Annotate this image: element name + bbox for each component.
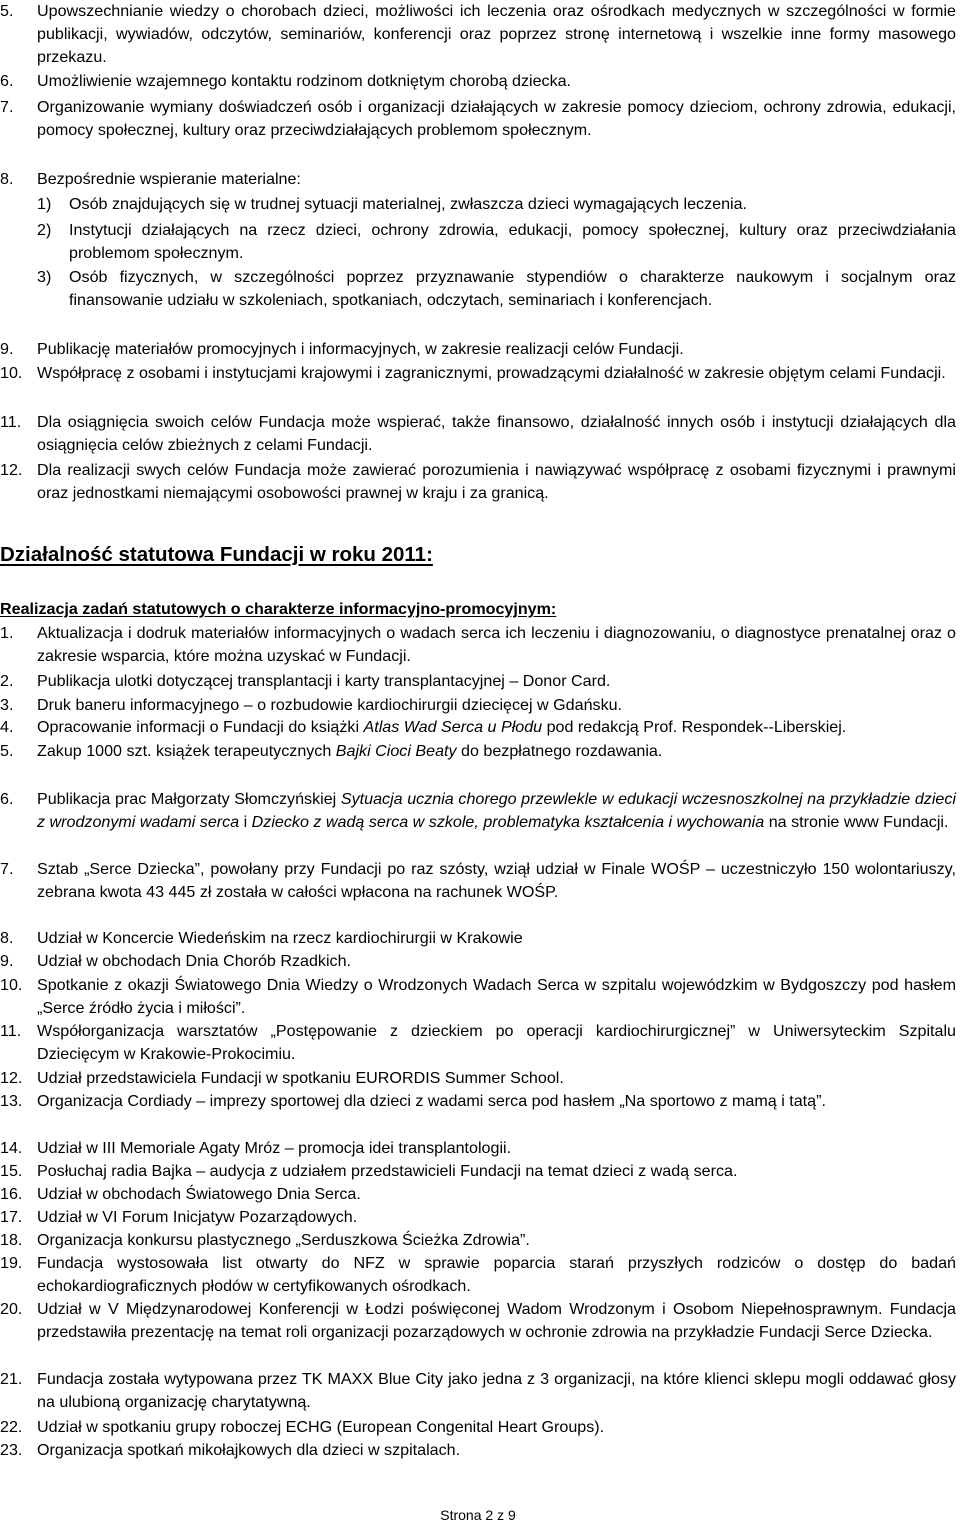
activity-number: 3. [0,696,14,714]
activity-text-part: pod redakcją Prof. Respondek--Liberskiej. [542,718,847,736]
activity-text-part: Fundacja została wytypowana przez TK MAXX Blue City jako jedna z 3 organizacji, na które klienci sklepu mogli oddawać głosy na ulubioną organizację charytatywną. [37,1370,956,1412]
activity-number: 10. [0,976,23,994]
activity-item [0,1067,956,1090]
activity-text [37,950,956,973]
activity-item [0,1160,956,1183]
activity-item [0,950,956,973]
activity-number: 23. [0,1441,23,1459]
activity-text [37,1252,956,1298]
sub-list-item [37,219,956,265]
list-number: 9. [0,340,14,358]
section-heading: Działalność statutowa Fundacji w roku 2011: [0,543,433,566]
activity-item [0,974,956,1020]
activity-text-part: Organizacja spotkań mikołajkowych dla dzieci w szpitalach. [37,1441,461,1459]
page-footer: Strona 2 z 9 [440,1507,516,1523]
activity-number: 21. [0,1370,23,1388]
activity-text-part: Współorganizacja warsztatów „Postępowanie z dzieckiem po operacji kardiochirurgicznej” w Uniwersyteckim Szpitalu Dziecięcym w Krakowie-Prokocimiu. [37,1022,956,1064]
activity-number: 13. [0,1092,23,1110]
activity-text [37,1090,956,1113]
activity-number: 12. [0,1069,23,1087]
list-number: 11. [0,413,22,431]
activity-item [0,1206,956,1229]
activity-text-part: Udział przedstawiciela Fundacji w spotkaniu EURORDIS Summer School. [37,1069,564,1087]
activity-text-part: Udział w obchodach Światowego Dnia Serca. [37,1185,361,1203]
activity-text-part: Spotkanie z okazji Światowego Dnia Wiedzy o Wrodzonych Wadach Serca w szpitalu wojewódzkim w Bydgoszczy pod hasłem „Serce źródło życia i miłości”. [37,976,956,1018]
activity-text-part: na stronie www Fundacji. [764,813,949,832]
activity-number: 4. [0,718,14,736]
activity-number: 1. [0,624,14,642]
sub-list-number: 3) [37,268,52,286]
activity-number: 9. [0,952,14,970]
activity-text [37,1020,956,1066]
list-text: Umożliwienie wzajemnego kontaktu rodzinom dotkniętym chorobą dziecka. [37,72,572,90]
list-text: Organizowanie wymiany doświadczeń osób i organizacji działających w zakresie pomocy dzieciom, ochrony zdrowia, edukacji, pomocy społecznej, kultury oraz przeciwdziałających problemom społecznym. [37,98,956,140]
activity-text-part: Organizacja Cordiady – imprezy sportowej dla dzieci z wadami serca pod hasłem „Na sportowo z mamą i tatą”. [37,1092,826,1110]
list-text: Upowszechnianie wiedzy o chorobach dzieci, możliwości ich leczenia oraz ośrodkach medycznych w szczególności w formie publikacji, wywiadów, odczytów, seminariów, konferencji oraz poprzez stronę internetową i wszelkie inne formy masowego przekazu. [37,2,956,67]
activity-title-italic: Bajki Cioci Beaty [335,742,457,760]
activity-number: 6. [0,790,14,808]
activity-text [37,670,956,693]
sub-list-number: 2) [37,221,52,239]
activity-item [0,1020,956,1066]
activity-item [0,1183,956,1206]
activity-text [37,1206,956,1229]
activity-text [37,927,956,950]
activity-number: 2. [0,672,14,690]
activity-text-part: Udział w III Memoriale Agaty Mróz – promocja idei transplantologii. [37,1139,512,1157]
activity-text [37,1067,956,1090]
activity-text-part: Posłuchaj radia Bajka – audycja z udziałem przedstawicieli Fundacji na temat dzieci z wadą serca. [37,1162,738,1180]
activity-text-part: Fundacja wystosowała list otwarty do NFZ w sprawie poparcia starań przyszłych rodziców o dostęp do badań echokardiograficznych płodów w certyfikowanych ośrodkach. [37,1254,956,1296]
activity-item [0,927,956,950]
list-text: Współpracę z osobami i instytucjami krajowymi i zagranicznymi, prowadzącymi działalność w zakresie objętym celami Fundacji. [37,364,946,382]
list-text: Publikację materiałów promocyjnych i informacyjnych, w zakresie realizacji celów Fundacji. [37,340,684,358]
activity-text [37,1298,956,1344]
activity-text [37,1183,956,1206]
sub-list-number: 1) [37,195,52,213]
activity-number: 15. [0,1162,23,1180]
activity-text-part: Publikacja prac Małgorzaty Słomczyńskiej [37,790,341,808]
list-item [0,70,956,93]
activity-text [37,788,956,834]
activity-title-italic: Dziecko z wadą serca w szkole, problematyka kształcenia i wychowania [251,813,765,832]
activity-text-part: Udział w VI Forum Inicjatyw Pozarządowych. [37,1208,358,1226]
activity-text-part: Udział w obchodach Dnia Chorób Rzadkich. [37,952,351,970]
activity-text-part: Udział w spotkaniu grupy roboczej ECHG (European Congenital Heart Groups). [37,1418,605,1436]
sub-list-text: Osób znajdujących się w trudnej sytuacji materialnej, zwłaszcza dzieci wymagających leczenia. [69,195,748,213]
activity-item [0,1090,956,1113]
activity-item [0,1439,956,1462]
list-number: 5. [0,2,14,20]
activity-item [0,1298,956,1344]
activity-number: 11. [0,1022,22,1040]
activity-title-italic: Sytuacja ucznia chorego przewlekle w edukacji wczesnoszkolnej na przykładzie dzieci z wrodzonymi wadami serca [37,790,956,832]
activity-number: 16. [0,1185,23,1203]
list-number: 12. [0,461,23,479]
sub-list-item [37,193,956,216]
activity-text-part: Zakup 1000 szt. książek terapeutycznych [37,742,336,760]
activity-item [0,1368,956,1414]
activity-item [0,788,956,834]
list-item [0,411,956,457]
activity-number: 5. [0,742,14,760]
activity-text [37,740,956,763]
activity-text [37,1229,956,1252]
activity-text-part: Aktualizacja i dodruk materiałów informacyjnych o wadach serca ich leczeniu i diagnozowaniu, o diagnostyce prenatalnej oraz o zakresie wsparcia, które można uzyskać w Fundacji. [37,624,956,666]
list-number: 8. [0,170,14,188]
activity-item [0,858,956,904]
activity-number: 14. [0,1139,23,1157]
activity-item [0,716,956,739]
sub-list-text: Osób fizycznych, w szczególności poprzez przyznawanie stypendiów o charakterze naukowym i socjalnym oraz finansowanie udziału w szkoleniach, spotkaniach, odczytach, seminariach i konferencjach. [69,268,956,310]
activity-number: 7. [0,860,14,878]
list-text: Dla realizacji swych celów Fundacja może zawierać porozumienia i nawiązywać współpracę z osobami fizycznymi i prawnymi oraz jednostkami niemającymi osobowości prawnej w kraju i za granicą. [37,461,956,503]
activity-text [37,1368,956,1414]
activity-text-part: Opracowanie informacji o Fundacji do książki [37,718,364,736]
activity-item [0,1229,956,1252]
activity-text [37,1439,956,1462]
activity-text-part: i [239,813,252,832]
activity-item [0,694,956,717]
activity-item [0,622,956,668]
list-item [0,338,956,361]
activity-text [37,694,956,717]
activity-text-part: Publikacja ulotki dotyczącej transplantacji i karty transplantacyjnej – Donor Card. [37,672,611,690]
activity-number: 17. [0,1208,23,1226]
section-subheading: Realizacja zadań statutowych o charakterze informacyjno-promocyjnym: [0,600,557,618]
activity-text-part: Sztab „Serce Dziecka”, powołany przy Fundacji po raz szósty, wziął udział w Finale WOŚP – uczestniczyło 150 wolontariuszy, zebrana kwota 43 445 zł została w całości wpłacona na rachunek WOŚP. [37,860,956,902]
list-number: 6. [0,72,14,90]
activity-number: 20. [0,1300,23,1318]
activity-number: 22. [0,1418,23,1436]
activity-text [37,1137,956,1160]
list-number: 10. [0,364,23,382]
list-number: 7. [0,98,14,116]
list-text: Bezpośrednie wspieranie materialne: [37,170,301,188]
list-item [0,0,956,70]
activity-text-part: Druk baneru informacyjnego – o rozbudowie kardiochirurgii dziecięcej w Gdańsku. [37,696,623,714]
activity-text [37,716,956,739]
activity-number: 18. [0,1231,23,1249]
list-item [0,362,956,385]
activity-number: 8. [0,929,14,947]
activity-text-part: Udział w V Międzynarodowej Konferencji w Łodzi poświęconej Wadom Wrodzonym i Osobom Niepełnosprawnym. Fundacja przedstawiła prezentację na temat roli organizacji pozarządowych w ochronie zdrowia na przykładzie Fundacji Serce Dziecka. [37,1300,956,1342]
activity-text-part: Udział w Koncercie Wiedeńskim na rzecz kardiochirurgii w Krakowie [37,929,523,947]
activity-item [0,670,956,693]
list-item [0,168,956,191]
activity-number: 19. [0,1254,23,1272]
list-text: Dla osiągnięcia swoich celów Fundacja może wspierać, także finansowo, działalność innych osób i instytucji działających dla osiągnięcia celów zbieżnych z celami Fundacji. [37,413,956,455]
sub-list-item [37,266,956,312]
activity-text-part: do bezpłatnego rozdawania. [456,742,663,760]
activity-text-part: Organizacja konkursu plastycznego „Serduszkowa Ścieżka Zdrowia”. [37,1231,530,1249]
activity-title-italic: Atlas Wad Serca u Płodu [363,718,543,736]
activity-item [0,740,956,763]
list-item [0,96,956,142]
activity-item [0,1137,956,1160]
activity-item [0,1252,956,1298]
sub-list-text: Instytucji działających na rzecz dzieci, ochrony zdrowia, edukacji, pomocy społecznej, kultury oraz przeciwdziałania problemom społecznym. [69,221,956,263]
activity-text [37,1416,956,1439]
list-item [0,459,956,505]
activity-text [37,1160,956,1183]
activity-text [37,858,956,904]
activity-text [37,622,956,668]
activity-item [0,1416,956,1439]
activity-text [37,974,956,1020]
